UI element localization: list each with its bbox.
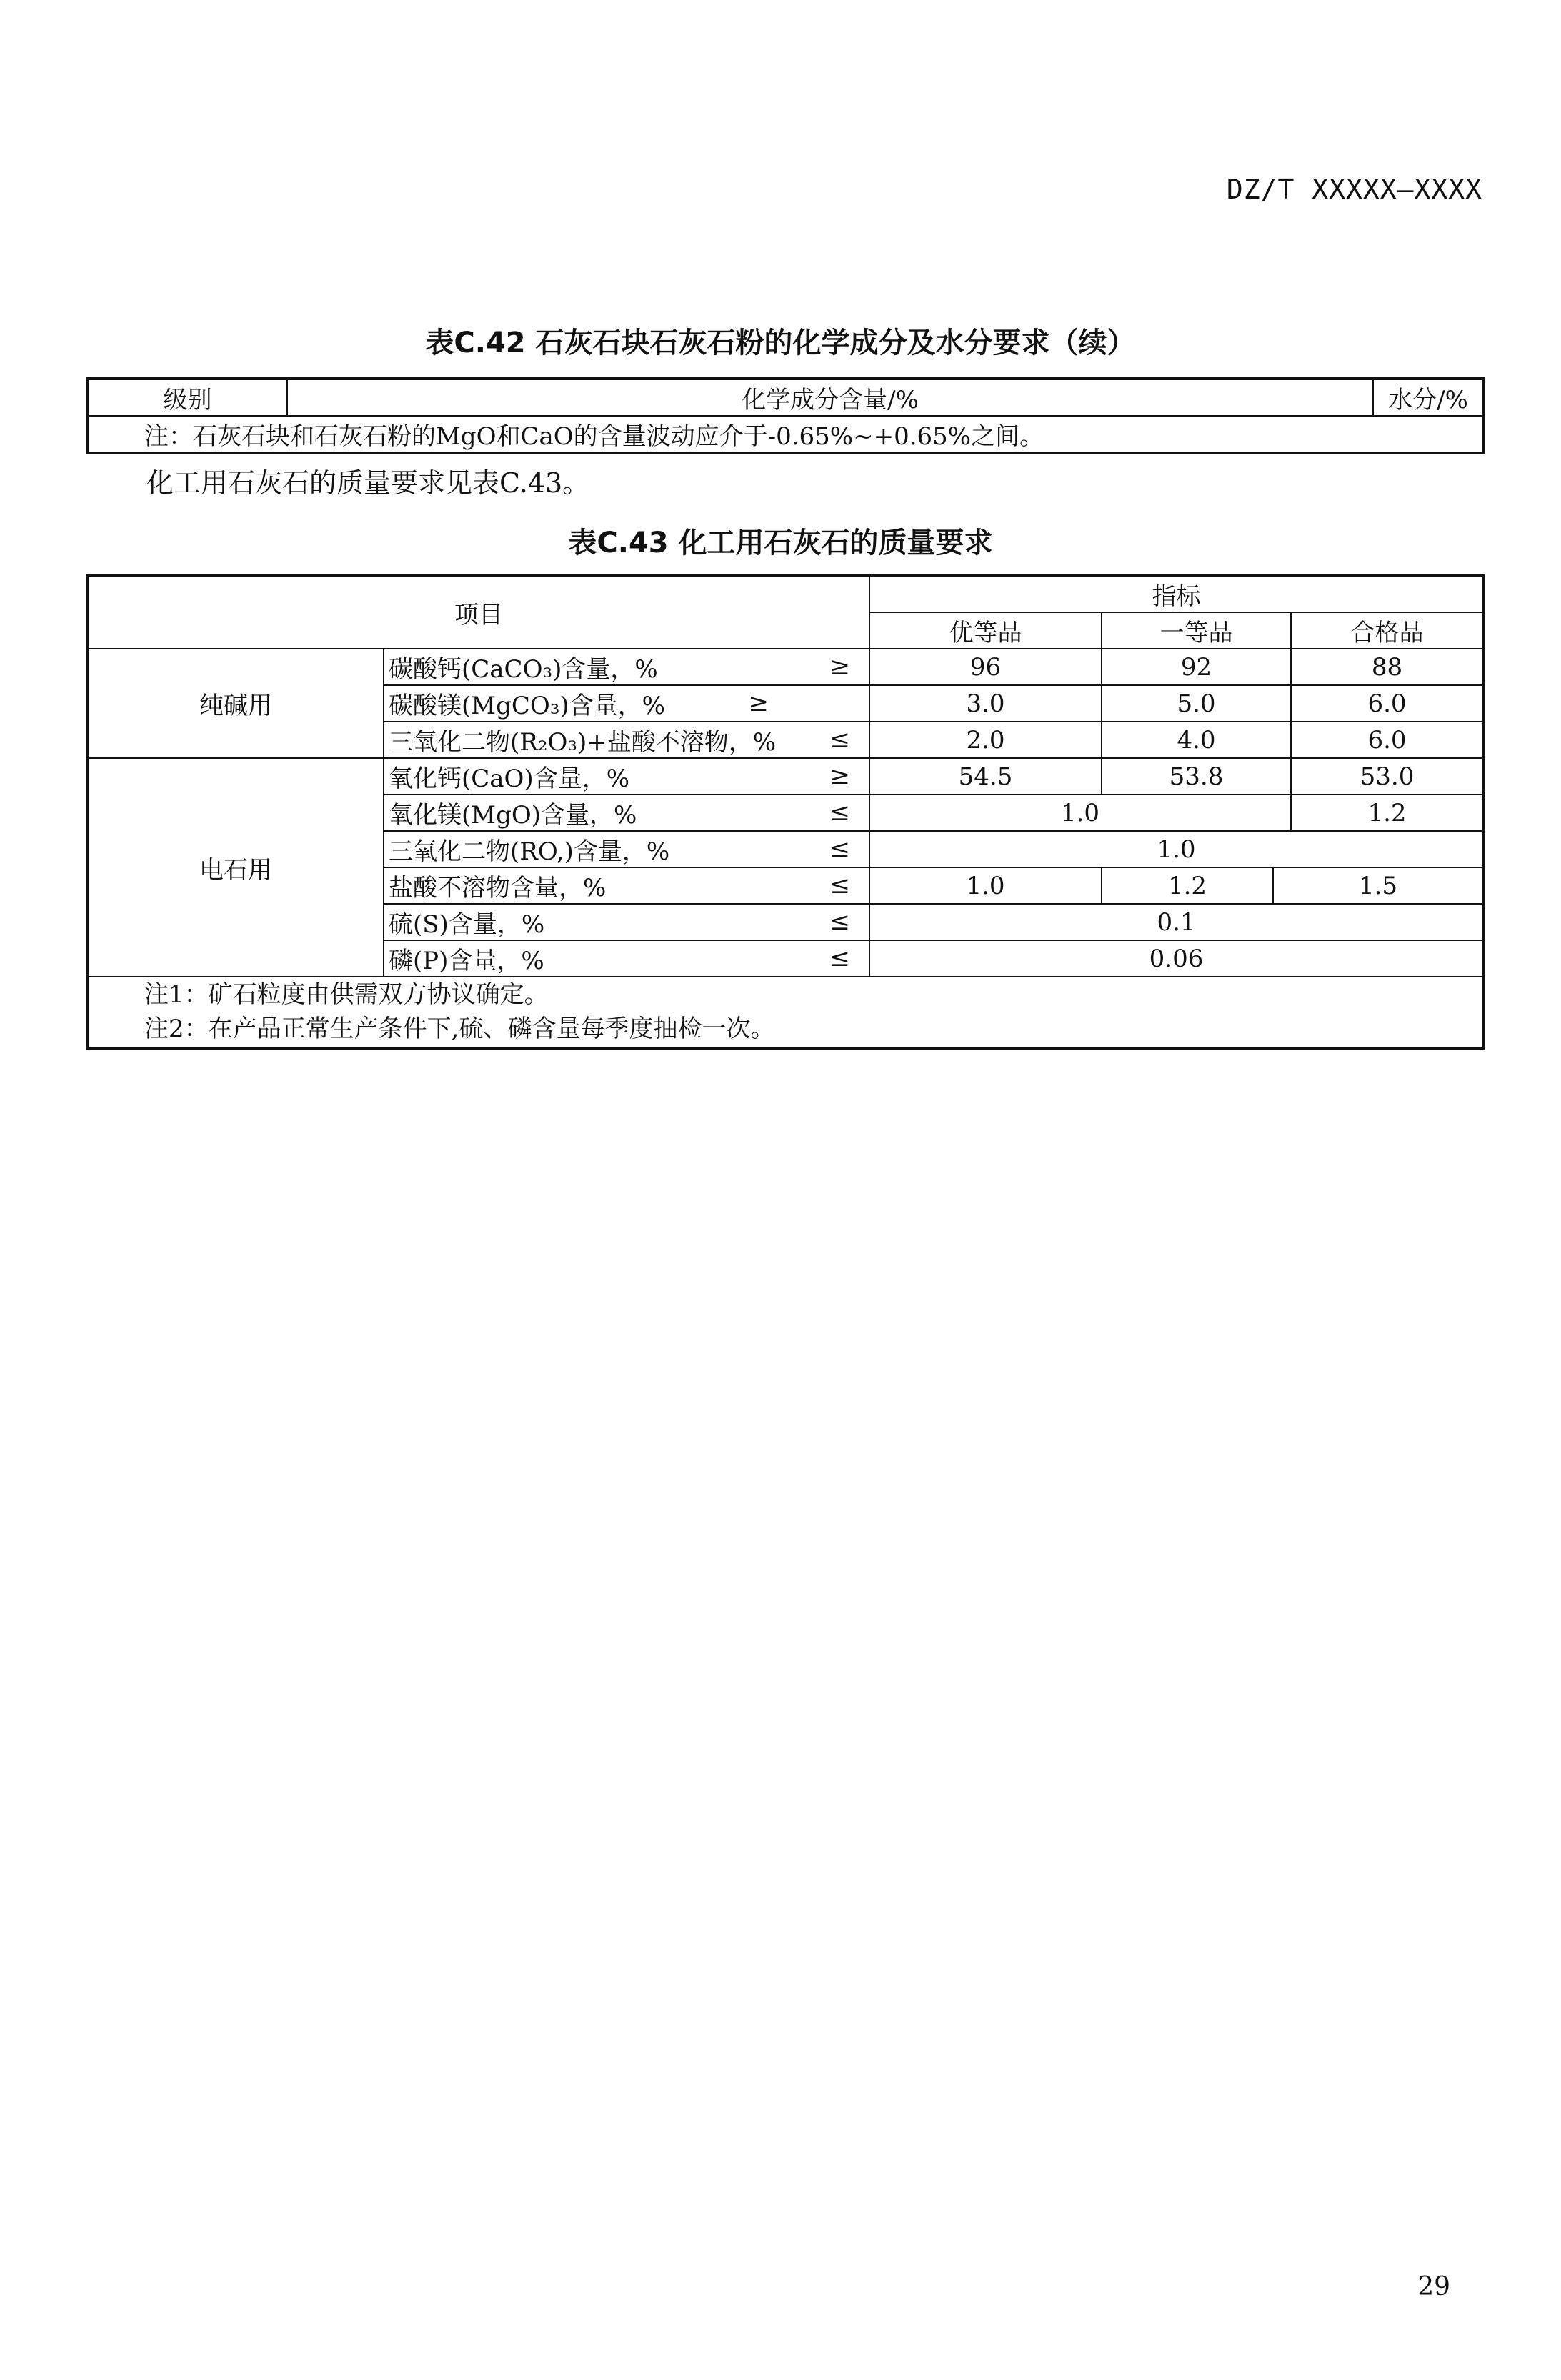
comparison-symbol: ≤ <box>829 944 850 972</box>
value-qualified: 53.0 <box>1291 758 1484 795</box>
header-index: 指标 <box>869 575 1484 612</box>
table-c42 <box>86 377 1485 454</box>
table-caption-c42: 表C.42 石灰石块石灰石粉的化学成分及水分要求（续） <box>425 327 1136 359</box>
header-grade: 级别 <box>87 379 287 416</box>
item-label: 碳酸钙(CaCO₃)含量，% <box>389 655 658 684</box>
comparison-symbol: ≤ <box>829 871 850 900</box>
table-header-row <box>87 575 1484 612</box>
value-premium: 3.0 <box>869 685 1102 722</box>
item-label: 三氧化二物(R₂O₃)+盐酸不溶物，% <box>389 728 777 757</box>
value-qualified: 88 <box>1291 649 1484 685</box>
note-2: 注2：在产品正常生产条件下,硫、磷含量每季度抽检一次。 <box>144 1015 775 1043</box>
header-grade-premium: 优等品 <box>869 612 1102 649</box>
comparison-symbol: ≥ <box>748 689 769 717</box>
group-calcium-carbide: 电石用 <box>87 758 384 977</box>
comparison-symbol: ≤ <box>829 907 850 936</box>
comparison-symbol: ≥ <box>829 652 850 681</box>
value-qualified: 6.0 <box>1291 722 1484 758</box>
item-label: 盐酸不溶物含量，% <box>389 874 607 902</box>
value-first: 5.0 <box>1102 685 1291 722</box>
item-cell <box>384 795 869 831</box>
header-grade-first: 一等品 <box>1102 612 1291 649</box>
note-1: 注1：矿石粒度由供需双方协议确定。 <box>144 980 549 1009</box>
item-cell <box>384 722 869 758</box>
table-notes-row <box>87 977 1484 1049</box>
comparison-symbol: ≥ <box>829 762 850 790</box>
value-premium: 1.0 <box>869 867 1102 904</box>
value-all-grades: 0.06 <box>869 940 1484 977</box>
table-note: 注：石灰石块和石灰石粉的MgO和CaO的含量波动应介于-0.65%~+0.65%之间。 <box>87 416 1484 453</box>
item-cell <box>384 867 869 904</box>
item-cell <box>384 904 869 940</box>
value-premium: 54.5 <box>869 758 1102 795</box>
item-cell <box>384 685 869 722</box>
value-premium: 96 <box>869 649 1102 685</box>
comparison-symbol: ≤ <box>829 725 850 754</box>
item-cell <box>384 758 869 795</box>
table-note-row <box>87 416 1484 453</box>
item-label: 硫(S)含量，% <box>389 910 545 939</box>
item-label: 磷(P)含量，% <box>389 947 544 975</box>
body-paragraph: 化工用石灰石的质量要求见表C.43。 <box>146 467 590 499</box>
table-notes <box>87 977 1484 1049</box>
item-cell <box>384 831 869 867</box>
header-item: 项目 <box>87 575 869 649</box>
value-first: 53.8 <box>1102 758 1291 795</box>
page-number: 29 <box>1417 2272 1450 2301</box>
value-all-grades: 0.1 <box>869 904 1484 940</box>
value-qualified: 1.5 <box>1273 867 1484 904</box>
table-row <box>87 758 1484 795</box>
comparison-symbol: ≤ <box>829 835 850 863</box>
group-soda-ash: 纯碱用 <box>87 649 384 758</box>
value-premium: 2.0 <box>869 722 1102 758</box>
item-cell <box>384 649 869 685</box>
value-all-grades: 1.0 <box>869 831 1484 867</box>
item-label: 氧化钙(CaO)含量，% <box>389 765 629 793</box>
value-qualified: 6.0 <box>1291 685 1484 722</box>
header-grade-qualified: 合格品 <box>1291 612 1484 649</box>
comparison-symbol: ≤ <box>829 798 850 827</box>
item-label: 氧化镁(MgO)含量，% <box>389 801 637 830</box>
value-qualified: 1.2 <box>1291 795 1484 831</box>
table-row <box>87 649 1484 685</box>
item-cell <box>384 940 869 977</box>
value-first: 92 <box>1102 649 1291 685</box>
table-header-row <box>87 379 1484 416</box>
value-first: 1.2 <box>1102 867 1273 904</box>
item-label: 碳酸镁(MgCO₃)含量，% <box>389 692 665 720</box>
item-label: 三氧化二物(RO,)含量，% <box>389 837 670 866</box>
document-code: DZ/T XXXXX—XXXX <box>1226 174 1482 205</box>
header-chem-content: 化学成分含量/% <box>287 379 1373 416</box>
table-caption-c43: 表C.43 化工用石灰石的质量要求 <box>568 527 993 559</box>
value-first: 4.0 <box>1102 722 1291 758</box>
value-premium-first: 1.0 <box>869 795 1291 831</box>
table-c43 <box>86 574 1485 1050</box>
header-moisture: 水分/% <box>1373 379 1484 416</box>
